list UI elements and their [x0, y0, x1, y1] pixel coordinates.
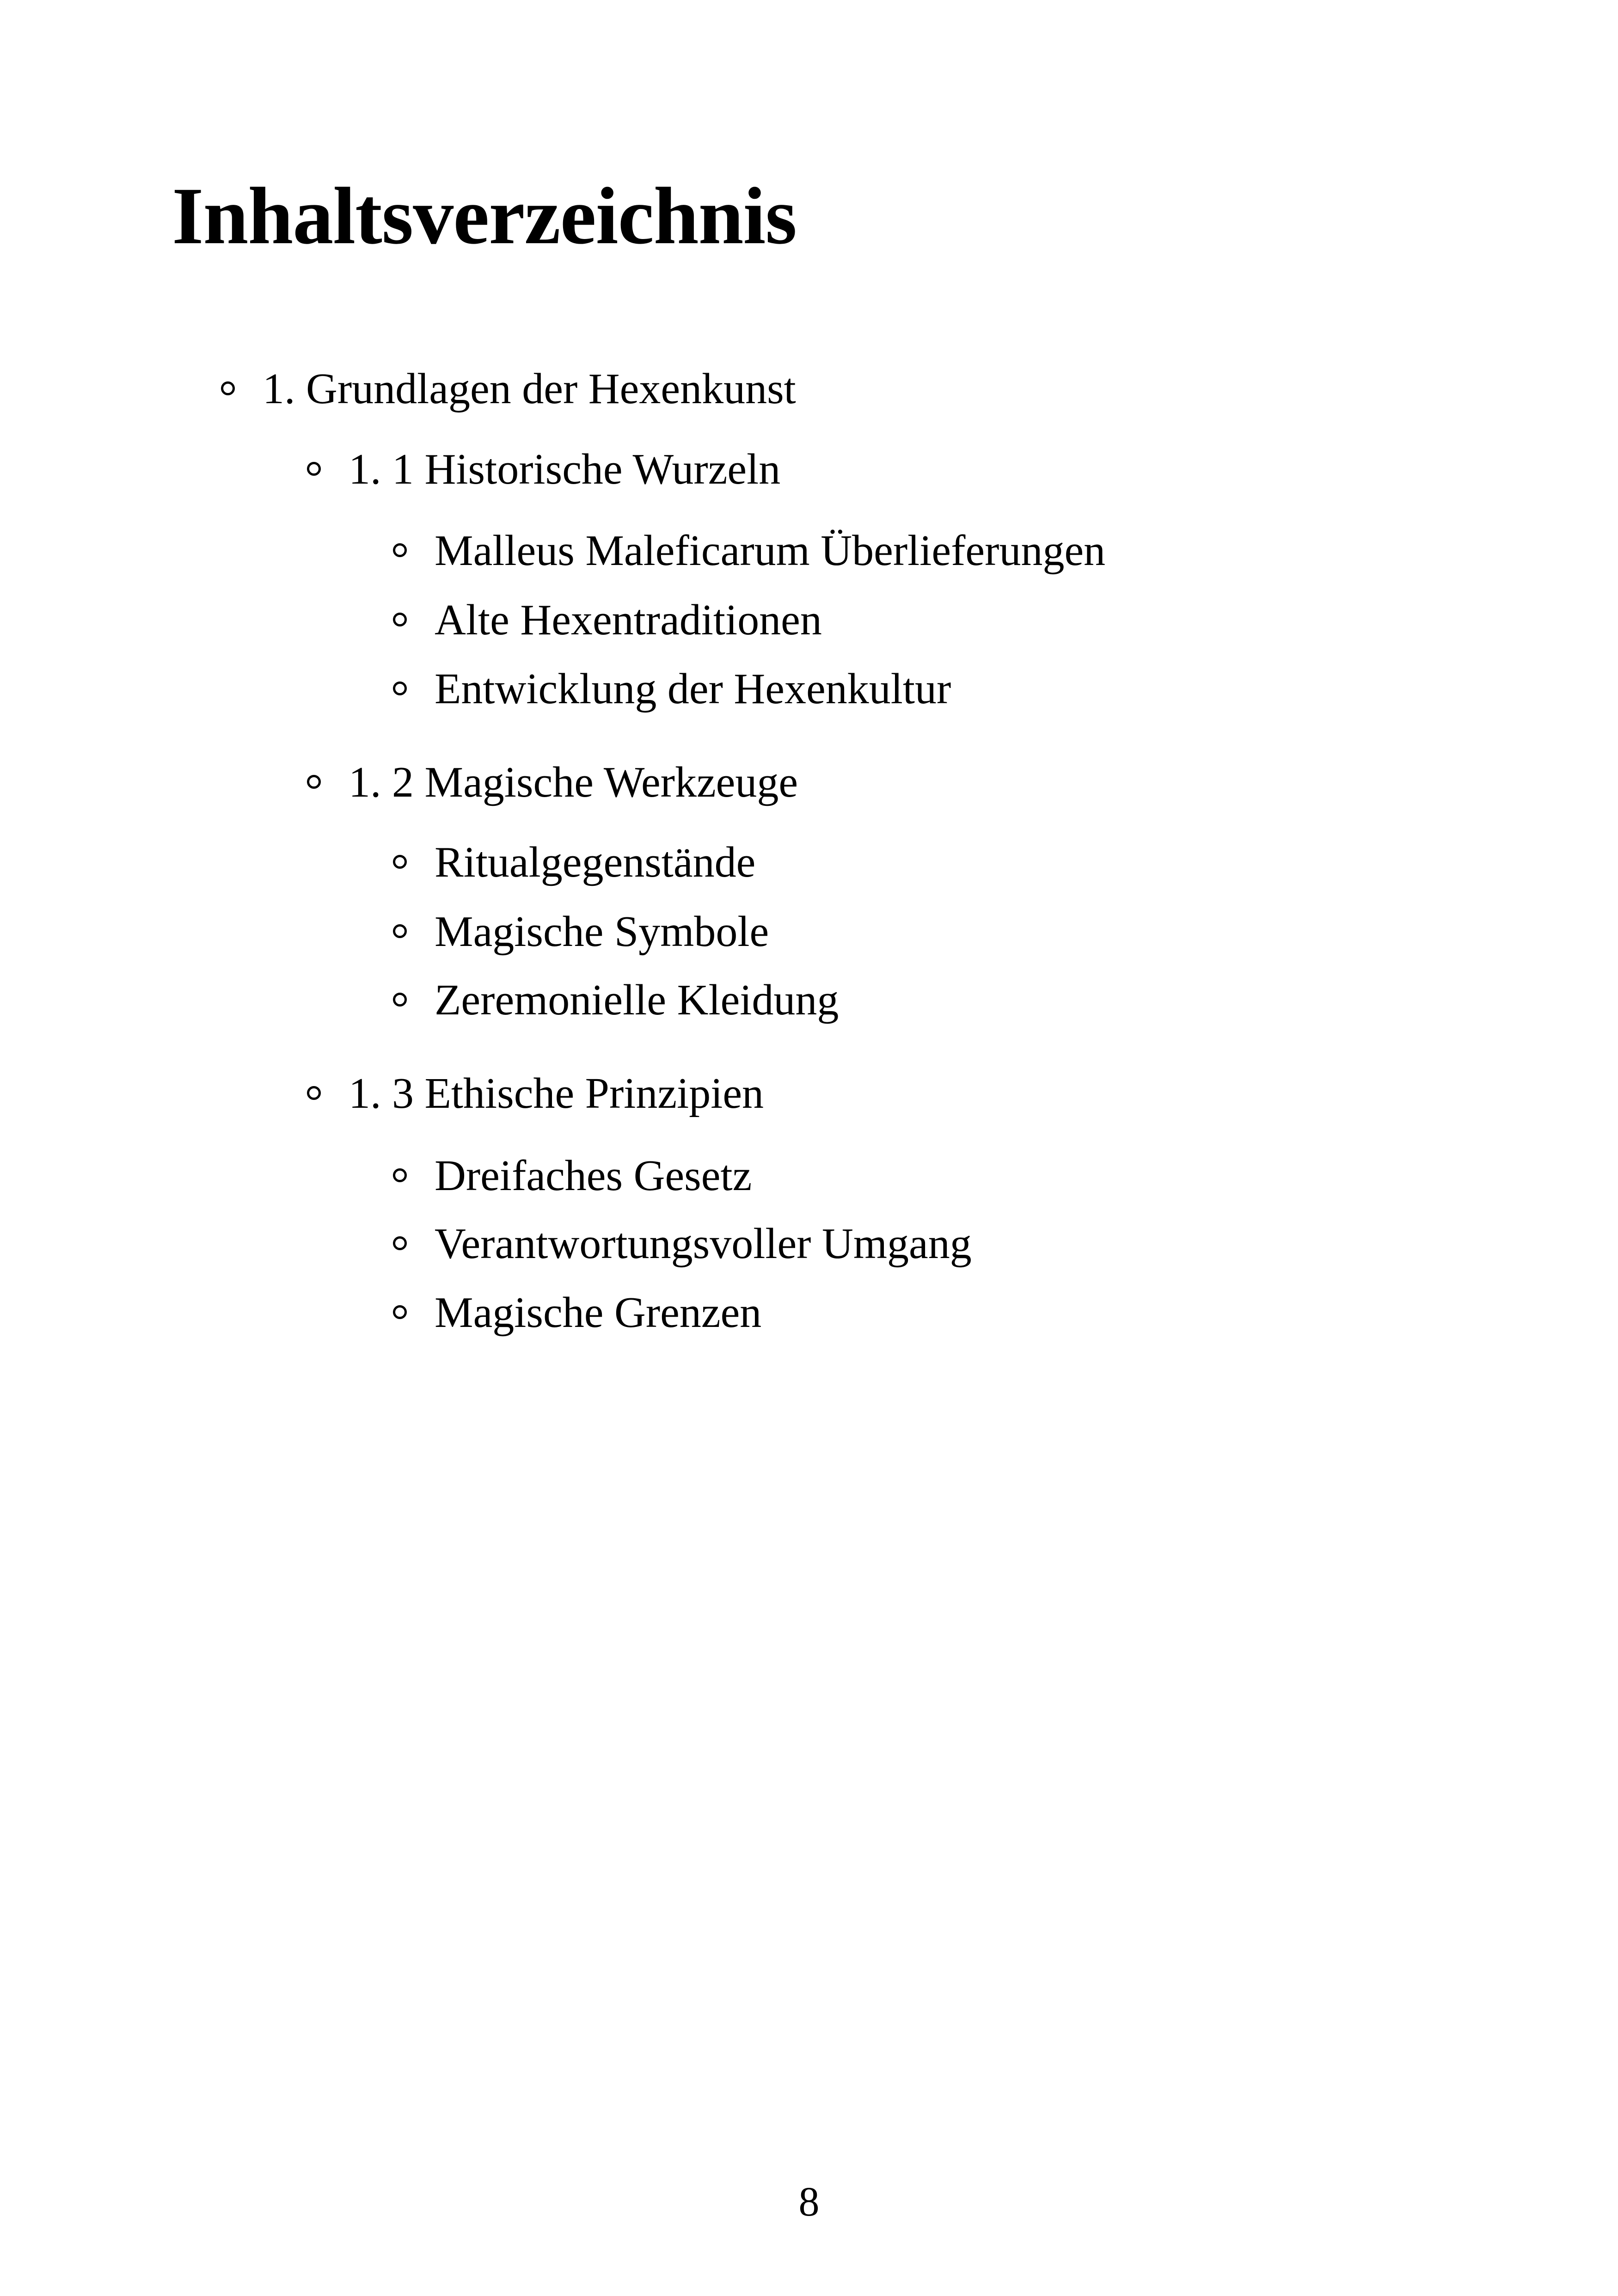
toc-item-magische-symbole[interactable] [393, 908, 769, 956]
hollow-bullet-icon [307, 1086, 321, 1100]
hollow-bullet-icon [393, 681, 407, 695]
toc-item-dreifaches-gesetz[interactable] [393, 1152, 752, 1200]
toc-item-label: Dreifaches Gesetz [435, 1152, 752, 1200]
hollow-bullet-icon [393, 924, 407, 938]
hollow-bullet-icon [307, 462, 321, 476]
hollow-bullet-icon [393, 543, 407, 557]
toc-item-label: Malleus Maleficarum Überlieferungen [435, 527, 1106, 575]
toc-item-ritualgegenstaende[interactable] [393, 838, 756, 886]
toc-item-historische-wurzeln[interactable] [307, 445, 781, 493]
hollow-bullet-icon [393, 1305, 407, 1319]
toc-item-alte-hexentraditionen[interactable] [393, 598, 822, 642]
page-number: 8 [798, 2179, 820, 2225]
toc-item-magische-werkzeuge[interactable] [307, 758, 798, 806]
toc-item-label: Entwicklung der Hexenkultur [435, 665, 951, 713]
toc-item-label: Zeremonielle Kleidung [435, 976, 839, 1024]
toc-item-label: 1. 1 Historische Wurzeln [349, 445, 781, 493]
toc-item-ethische-prinzipien[interactable] [307, 1069, 764, 1117]
toc-item-grundlagen[interactable] [221, 367, 796, 411]
toc-item-entwicklung[interactable] [393, 667, 951, 711]
hollow-bullet-icon [393, 993, 407, 1007]
toc-item-label: Magische Symbole [435, 908, 769, 956]
toc-item-label: Ritualgegenstände [435, 838, 756, 886]
toc-item-label: 1. 3 Ethische Prinzipien [349, 1069, 764, 1117]
hollow-bullet-icon [221, 381, 235, 395]
page-title: Inhaltsverzeichnis [172, 171, 797, 261]
toc-item-label: Alte Hexentraditionen [435, 596, 822, 644]
hollow-bullet-icon [393, 1168, 407, 1182]
toc-item-zeremonielle-kleidung[interactable] [393, 978, 839, 1022]
toc-item-label: Magische Grenzen [435, 1289, 762, 1337]
toc-item-malleus[interactable] [393, 527, 1106, 575]
toc-item-label: 1. 2 Magische Werkzeuge [349, 758, 798, 806]
hollow-bullet-icon [393, 1236, 407, 1250]
toc-item-magische-grenzen[interactable] [393, 1289, 762, 1337]
hollow-bullet-icon [307, 775, 321, 789]
hollow-bullet-icon [393, 613, 407, 626]
toc-item-verantwortungsvoller-umgang[interactable] [393, 1220, 972, 1268]
toc-item-label: Verantwortungsvoller Umgang [435, 1220, 972, 1268]
toc-item-label: 1. Grundlagen der Hexenkunst [263, 365, 796, 413]
hollow-bullet-icon [393, 855, 407, 869]
